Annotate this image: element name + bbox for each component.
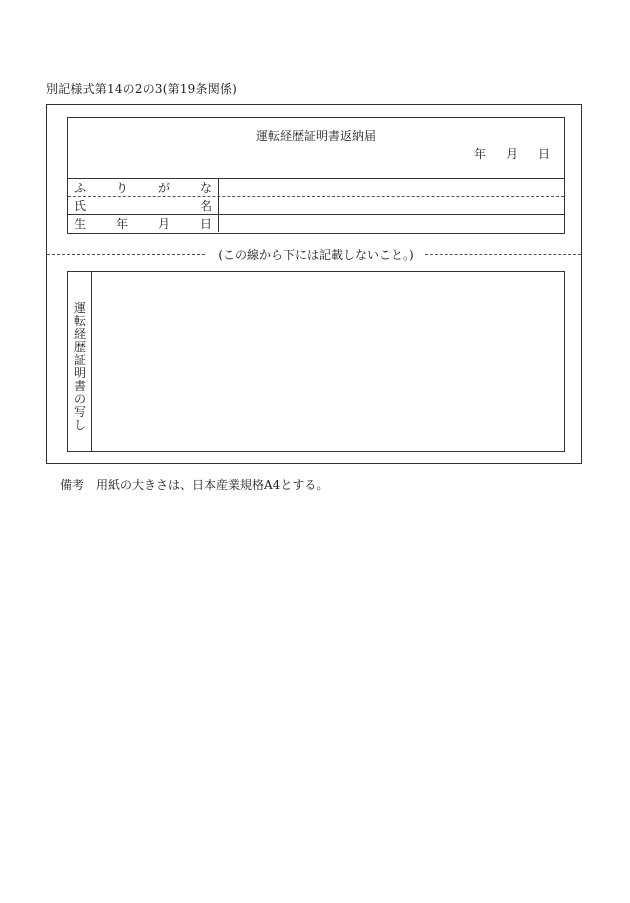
date-year-label: 年 xyxy=(473,147,486,161)
remarks-label: 備考 xyxy=(60,478,85,492)
row-divider xyxy=(218,178,219,196)
birthdate-row xyxy=(68,214,564,232)
furigana-row xyxy=(68,178,564,196)
form-outer-frame xyxy=(46,104,582,464)
certificate-copy-area xyxy=(67,271,565,452)
name-char: 氏 xyxy=(74,199,87,213)
birthdate-char: 月 xyxy=(157,217,170,231)
date-day-label: 日 xyxy=(537,147,550,161)
birthdate-char: 生 xyxy=(74,217,87,231)
furigana-label xyxy=(74,180,212,196)
name-char: 名 xyxy=(199,199,212,213)
copy-label-column xyxy=(68,272,92,451)
form-title: 運転経歴証明書返納届 xyxy=(255,129,376,143)
birthdate-label xyxy=(74,216,212,232)
cut-line-dash-right xyxy=(425,254,581,255)
furigana-char: り xyxy=(115,181,128,195)
furigana-char: な xyxy=(199,181,212,195)
remarks-text: 用紙の大きさは、日本産業規格A4とする。 xyxy=(96,478,329,492)
row-divider xyxy=(218,196,219,214)
remarks xyxy=(60,476,328,493)
date-month-label: 月 xyxy=(505,147,518,161)
cut-line xyxy=(47,247,581,263)
return-notification-form xyxy=(67,117,565,234)
cut-line-dash-left xyxy=(47,254,205,255)
cut-line-instruction: (この線から下には記載しないこと。) xyxy=(218,248,414,262)
row-divider xyxy=(218,214,219,232)
birthdate-char: 年 xyxy=(115,217,128,231)
name-row xyxy=(68,196,564,214)
name-label xyxy=(74,198,212,214)
birthdate-char: 日 xyxy=(199,217,212,231)
furigana-char: ふ xyxy=(74,181,87,195)
copy-area-label: 運転経歴証明書の写し xyxy=(73,301,86,432)
copy-attachment-space xyxy=(92,272,564,451)
submission-date xyxy=(474,145,550,162)
furigana-char: が xyxy=(157,181,170,195)
form-number: 別記様式第14の2の3(第19条関係) xyxy=(46,82,237,96)
